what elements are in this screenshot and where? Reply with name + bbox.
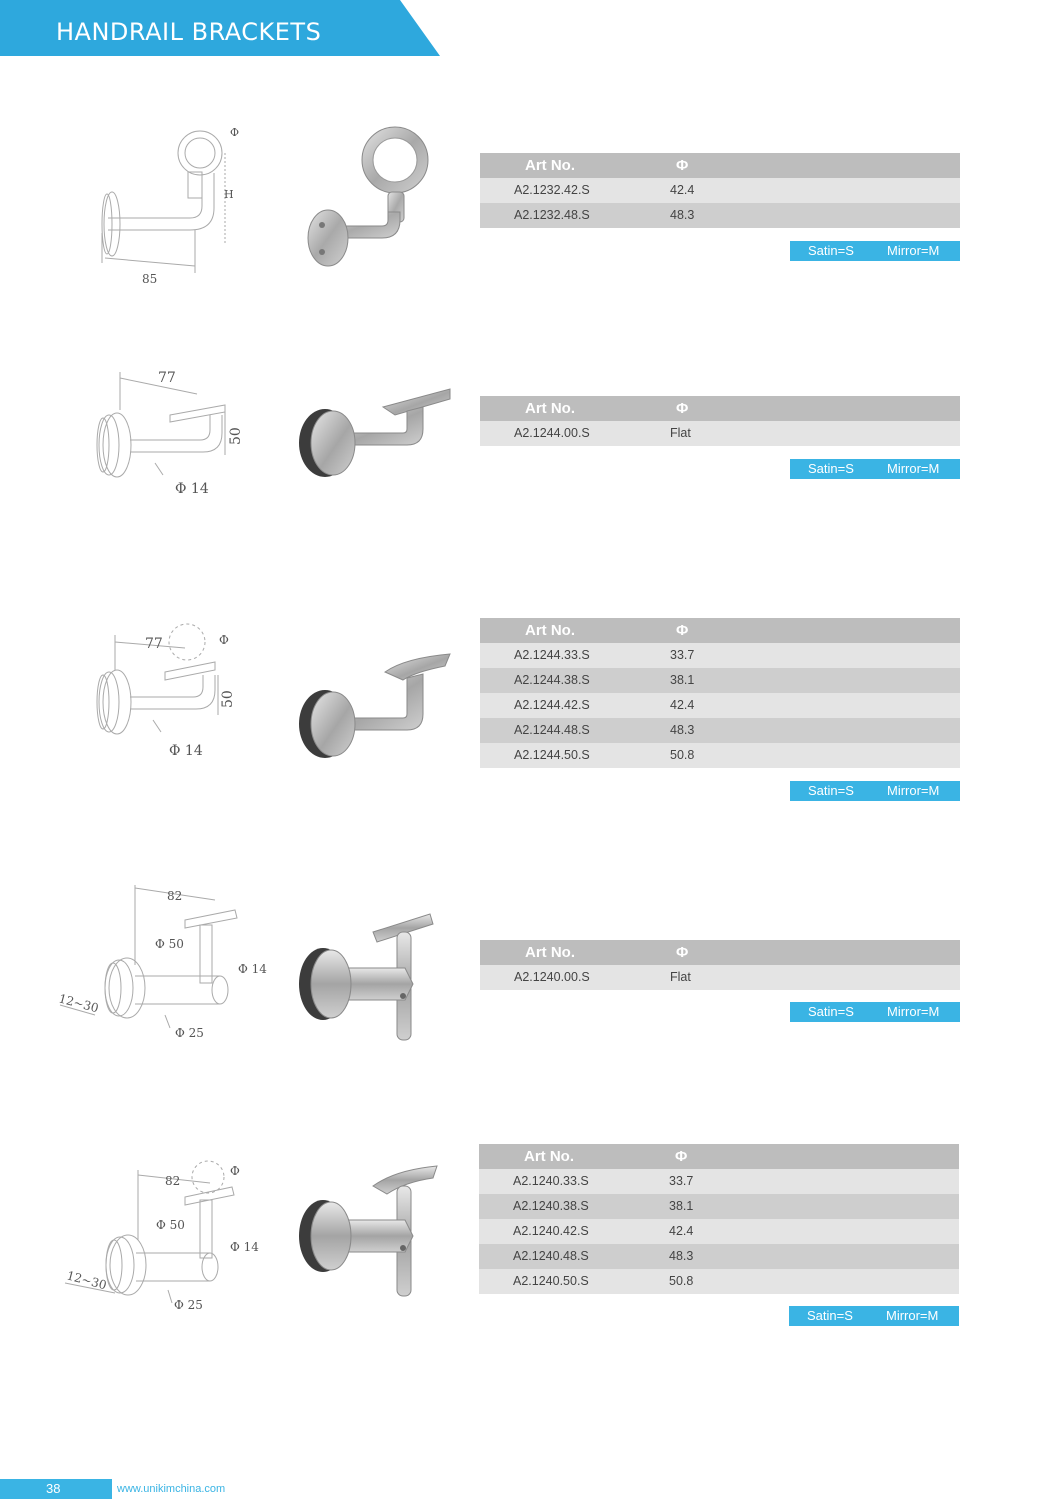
dim-arm: Φ 25: [175, 1026, 204, 1040]
phi-cell: 50.8: [669, 1274, 694, 1288]
table-row: [480, 203, 960, 228]
table-row: [480, 718, 960, 743]
product-a2-1244-00: [0, 355, 1060, 505]
finish-satin: Satin=S: [808, 1004, 854, 1019]
table-row: [480, 693, 960, 718]
dim-height: 50: [220, 690, 236, 708]
dim-arm: Φ 25: [174, 1298, 203, 1312]
table-row: [480, 965, 960, 990]
finish-legend: [790, 459, 960, 479]
finish-satin: Satin=S: [807, 1308, 853, 1323]
dim-length: 77: [158, 370, 176, 386]
art-no-cell: A2.1240.00.S: [514, 970, 590, 984]
col-art-no: Art No.: [525, 157, 575, 174]
finish-mirror: Mirror=M: [887, 461, 940, 476]
dim-disc: Φ 50: [156, 1218, 185, 1232]
phi-cell: 38.1: [669, 1199, 694, 1213]
spec-table-header: [480, 153, 960, 178]
dim-height: 50: [228, 427, 244, 445]
product-a2-1240-00: [0, 880, 1060, 1050]
phi-cell: Flat: [670, 426, 691, 440]
spec-table: [480, 618, 960, 768]
table-row: [480, 743, 960, 768]
finish-legend: [790, 1002, 960, 1022]
phi-cell: 33.7: [670, 648, 695, 662]
table-row: [480, 668, 960, 693]
phi-cell: 48.3: [670, 208, 695, 222]
art-no-cell: A2.1232.48.S: [514, 208, 590, 222]
col-art-no: Art No.: [524, 1148, 574, 1165]
spec-table: [479, 1144, 959, 1294]
dim-tube: Φ 14: [238, 962, 267, 976]
finish-satin: Satin=S: [808, 243, 854, 258]
dim-length: 85: [142, 272, 158, 283]
page-number: 38: [46, 1481, 61, 1496]
phi-cell: 38.1: [670, 673, 695, 687]
phi-cell: Flat: [670, 970, 691, 984]
art-no-cell: A2.1244.42.S: [514, 698, 590, 712]
product-a2-1240-round: [0, 1140, 1060, 1340]
product-photo: [295, 650, 455, 765]
dim-height: H: [224, 188, 234, 201]
dim-glass: 12~30: [57, 991, 101, 1016]
table-row: [479, 1169, 959, 1194]
phi-cell: 48.3: [670, 723, 695, 737]
art-no-cell: A2.1244.33.S: [514, 648, 590, 662]
dim-phi: Φ: [230, 126, 240, 139]
dim-phi: Φ: [230, 1164, 240, 1178]
art-no-cell: A2.1240.50.S: [513, 1274, 589, 1288]
art-no-cell: A2.1240.42.S: [513, 1224, 589, 1238]
phi-cell: 48.3: [669, 1249, 694, 1263]
table-row: [479, 1269, 959, 1294]
col-phi: Φ: [676, 622, 689, 639]
art-no-cell: A2.1244.00.S: [514, 426, 590, 440]
spec-table-header: [480, 618, 960, 643]
dim-length: 82: [167, 889, 183, 903]
dim-length: 82: [165, 1174, 181, 1188]
phi-cell: 50.8: [670, 748, 695, 762]
technical-drawing: [85, 360, 250, 500]
art-no-cell: A2.1244.48.S: [514, 723, 590, 737]
col-phi: Φ: [676, 157, 689, 174]
finish-satin: Satin=S: [808, 783, 854, 798]
product-photo: [295, 385, 455, 485]
technical-drawing: [90, 118, 250, 283]
page-title: HANDRAIL BRACKETS: [56, 18, 322, 46]
col-art-no: Art No.: [525, 622, 575, 639]
art-no-cell: A2.1240.38.S: [513, 1199, 589, 1213]
col-phi: Φ: [675, 1148, 688, 1165]
product-a2-1244-round: [0, 615, 1060, 815]
table-row: [480, 178, 960, 203]
product-photo: [295, 1160, 445, 1300]
spec-table-header: [480, 396, 960, 421]
technical-drawing: [55, 880, 270, 1045]
finish-legend: [790, 781, 960, 801]
table-row: [480, 421, 960, 446]
table-row: [480, 643, 960, 668]
col-phi: Φ: [676, 944, 689, 961]
col-art-no: Art No.: [525, 944, 575, 961]
dim-glass: 12~30: [65, 1268, 109, 1293]
phi-cell: 33.7: [669, 1174, 694, 1188]
art-no-cell: A2.1240.48.S: [513, 1249, 589, 1263]
finish-mirror: Mirror=M: [887, 783, 940, 798]
finish-mirror: Mirror=M: [887, 1004, 940, 1019]
technical-drawing: [85, 620, 250, 765]
spec-table-header: [479, 1144, 959, 1169]
website-link[interactable]: www.unikimchina.com: [117, 1483, 226, 1495]
dim-disc: Φ 50: [155, 937, 184, 951]
product-a2-1232: [0, 110, 1060, 290]
art-no-cell: A2.1240.33.S: [513, 1174, 589, 1188]
dim-phi: Φ: [219, 633, 229, 647]
art-no-cell: A2.1244.38.S: [514, 673, 590, 687]
finish-legend: [790, 241, 960, 261]
dim-length: 77: [145, 636, 163, 652]
col-phi: Φ: [676, 400, 689, 417]
phi-cell: 42.4: [670, 698, 695, 712]
product-photo: [295, 910, 445, 1045]
table-row: [479, 1244, 959, 1269]
spec-table: [480, 940, 960, 990]
phi-cell: 42.4: [670, 183, 695, 197]
technical-drawing: [60, 1155, 270, 1320]
dim-tube: Φ 14: [175, 481, 209, 497]
spec-table: [480, 153, 960, 228]
col-art-no: Art No.: [525, 400, 575, 417]
phi-cell: 42.4: [669, 1224, 694, 1238]
table-row: [479, 1194, 959, 1219]
spec-table: [480, 396, 960, 446]
product-photo: [300, 120, 440, 280]
dim-tube: Φ 14: [230, 1240, 259, 1254]
art-no-cell: A2.1244.50.S: [514, 748, 590, 762]
table-row: [479, 1219, 959, 1244]
finish-legend: [789, 1306, 959, 1326]
art-no-cell: A2.1232.42.S: [514, 183, 590, 197]
finish-mirror: Mirror=M: [887, 243, 940, 258]
spec-table-header: [480, 940, 960, 965]
finish-satin: Satin=S: [808, 461, 854, 476]
finish-mirror: Mirror=M: [886, 1308, 939, 1323]
dim-tube: Φ 14: [169, 743, 203, 759]
